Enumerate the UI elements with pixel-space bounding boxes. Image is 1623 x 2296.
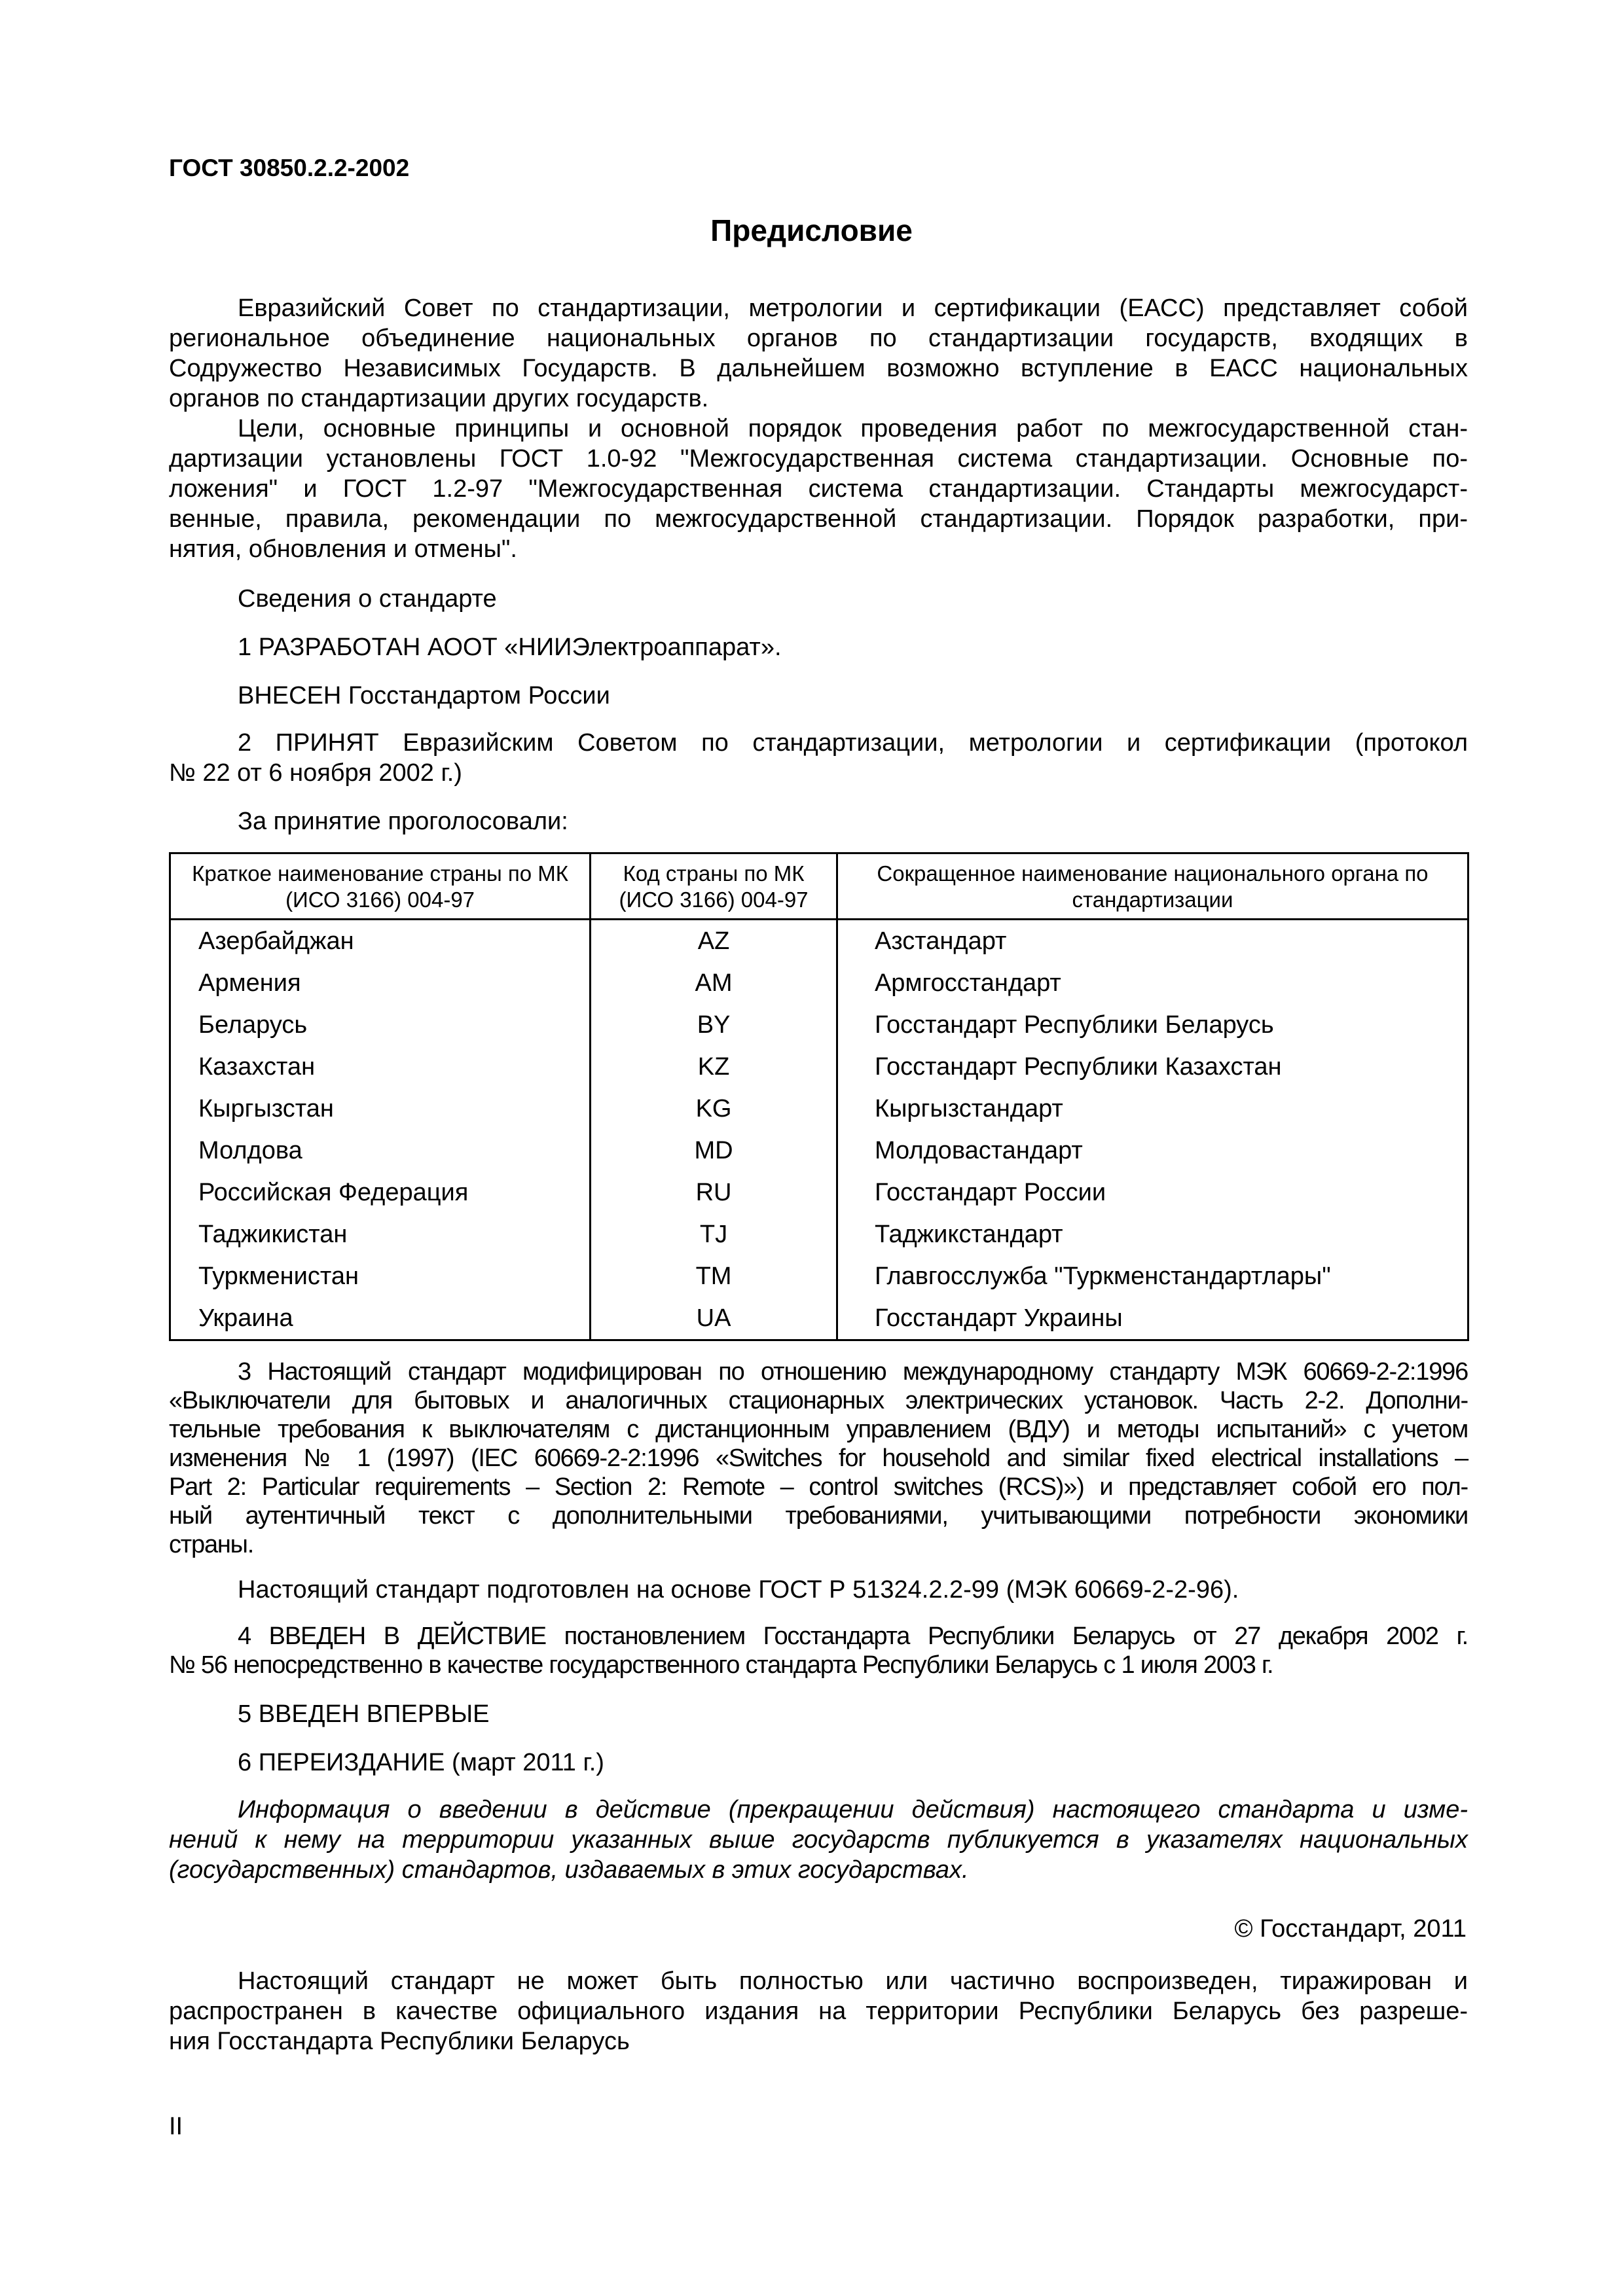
- item-3-modification: [169, 1357, 1468, 1559]
- country-code: BY: [591, 1004, 837, 1046]
- text-line: нений к нему на территории указанных выше государств публикуется в указателях национальных: [169, 1826, 1468, 1854]
- gost-code-header: ГОСТ 30850.2.2-2002: [169, 154, 410, 181]
- standards-body: Молдовастандарт: [837, 1130, 1468, 1172]
- text-line: ный аутентичный текст с дополнительными требованиями, учитывающими потребности экономики: [169, 1502, 1468, 1530]
- standards-body: Армгосстандарт: [837, 962, 1468, 1004]
- country-name: Таджикистан: [170, 1213, 591, 1255]
- text-line: региональное объединение национальных органов по стандартизации государств, входящих в: [169, 325, 1468, 352]
- standards-body: Госстандарт Республики Беларусь: [837, 1004, 1468, 1046]
- header-country-name: Краткое наименование страны по МК (ИСО 3166) 004-97: [170, 853, 591, 920]
- notice-italic: [169, 1795, 1468, 1885]
- country-code: AZ: [591, 920, 837, 963]
- text-line: Информация о введении в действие (прекращении действия) настоящего стандарта и изме-: [238, 1796, 1468, 1823]
- text-line: 4 ВВЕДЕН В ДЕЙСТВИЕ постановлением Госстандарта Республики Беларусь от 27 декабря 2002 г.: [238, 1623, 1468, 1650]
- table-header-row: [170, 853, 1468, 920]
- item-3-basis: Настоящий стандарт подготовлен на основе ГОСТ Р 51324.2.2-99 (МЭК 60669-2-2-96).: [238, 1576, 1239, 1604]
- table-row: [170, 1172, 1468, 1213]
- standards-body: Азстандарт: [837, 920, 1468, 963]
- voting-countries-table: [169, 852, 1469, 1341]
- text-line: Настоящий стандарт не может быть полностью или частично воспроизведен, тиражирован и: [238, 1967, 1468, 1995]
- country-code: KZ: [591, 1046, 837, 1088]
- country-code: RU: [591, 1172, 837, 1213]
- text-line: нятия, обновления и отмены".: [169, 535, 517, 563]
- country-name: Туркменистан: [170, 1255, 591, 1297]
- text-line: 3 Настоящий стандарт модифицирован по отношению международному стандарту МЭК 60669-2-2:1996: [238, 1358, 1468, 1386]
- table-row: [170, 1046, 1468, 1088]
- table-row: [170, 1213, 1468, 1255]
- standards-body: Госстандарт Украины: [837, 1297, 1468, 1340]
- country-name: Украина: [170, 1297, 591, 1340]
- text-line: 2 ПРИНЯТ Евразийским Советом по стандартизации, метрологии и сертификации (протокол: [238, 729, 1468, 757]
- text-line: распространен в качестве официального издания на территории Республики Беларусь без разреше-: [169, 1998, 1468, 2025]
- country-code: MD: [591, 1130, 837, 1172]
- text-line: № 56 непосредственно в качестве государственного стандарта Республики Беларусь с 1 июля 2003 г.: [169, 1651, 1273, 1679]
- voted-heading: За принятие проголосовали:: [238, 808, 568, 835]
- country-code: TJ: [591, 1213, 837, 1255]
- text-line: № 22 от 6 ноября 2002 г.): [169, 759, 462, 787]
- text-line: венные, правила, рекомендации по межгосударственной стандартизации. Порядок разработки, при-: [169, 505, 1468, 533]
- table-row: [170, 1297, 1468, 1340]
- item-6-reissue: 6 ПЕРЕИЗДАНИЕ (март 2011 г.): [238, 1749, 604, 1776]
- item-1-submitted: ВНЕСЕН Госстандартом России: [238, 682, 610, 709]
- intro-paragraph-2: [169, 414, 1468, 564]
- text-line: Евразийский Совет по стандартизации, метрологии и сертификации (ЕАСС) представляет собой: [238, 295, 1468, 322]
- country-name: Армения: [170, 962, 591, 1004]
- text-line: тельные требования к выключателям с дистанционным управлением (ВДУ) и методы испытаний» с учетом: [169, 1416, 1468, 1443]
- table-row: [170, 1255, 1468, 1297]
- page-number: II: [169, 2113, 183, 2140]
- item-5-first-introduced: 5 ВВЕДЕН ВПЕРВЫЕ: [238, 1700, 490, 1728]
- intro-paragraph-1: [169, 293, 1468, 414]
- country-code: TM: [591, 1255, 837, 1297]
- table-row: [170, 920, 1468, 963]
- table-row: [170, 1088, 1468, 1130]
- item-2-adopted: [169, 728, 1468, 788]
- table-row: [170, 1130, 1468, 1172]
- table-row: [170, 962, 1468, 1004]
- country-code: KG: [591, 1088, 837, 1130]
- standards-body: Кыргызстандарт: [837, 1088, 1468, 1130]
- standards-body: Главгосслужба "Туркменстандартлары": [837, 1255, 1468, 1297]
- table-row: [170, 1004, 1468, 1046]
- country-name: Казахстан: [170, 1046, 591, 1088]
- country-name: Российская Федерация: [170, 1172, 591, 1213]
- standards-body: Госстандарт России: [837, 1172, 1468, 1213]
- text-line: ния Госстандарта Республики Беларусь: [169, 2028, 630, 2055]
- reproduction-notice: [169, 1966, 1468, 2056]
- text-line: Цели, основные принципы и основной порядок проведения работ по межгосударственной стан-: [238, 415, 1468, 442]
- country-name: Беларусь: [170, 1004, 591, 1046]
- standards-body: Госстандарт Республики Казахстан: [837, 1046, 1468, 1088]
- text-line: дартизации установлены ГОСТ 1.0-92 "Межгосударственная система стандартизации. Основные по-: [169, 445, 1468, 473]
- country-name: Азербайджан: [170, 920, 591, 963]
- text-line: Содружество Независимых Государств. В дальнейшем возможно вступление в ЕАСС национальных: [169, 355, 1468, 382]
- header-country-code: Код страны по МК (ИСО 3166) 004-97: [591, 853, 837, 920]
- copyright: © Госстандарт, 2011: [1234, 1915, 1467, 1943]
- text-line: страны.: [169, 1531, 254, 1558]
- item-1-developed: 1 РАЗРАБОТАН АООТ «НИИЭлектроаппарат».: [238, 634, 782, 661]
- text-line: Part 2: Particular requirements – Section 2: Remote – control switches (RCS)») и представляет собой его пол-: [169, 1473, 1468, 1501]
- text-line: ложения" и ГОСТ 1.2-97 "Межгосударственная система стандартизации. Стандарты межгосударст-: [169, 475, 1468, 503]
- item-4-enacted: [169, 1622, 1468, 1679]
- text-line: «Выключатели для бытовых и аналогичных стационарных электрических установок. Часть 2-2. Дополни-: [169, 1387, 1468, 1414]
- standards-body: Таджикстандарт: [837, 1213, 1468, 1255]
- text-line: органов по стандартизации других государств.: [169, 385, 709, 412]
- text-line: (государственных) стандартов, издаваемых в этих государствах.: [169, 1856, 969, 1884]
- country-name: Молдова: [170, 1130, 591, 1172]
- header-standards-body: Сокращенное наименование национального органа по стандартизации: [837, 853, 1468, 920]
- country-code: UA: [591, 1297, 837, 1340]
- text-line: изменения № 1 (1997) (IEC 60669-2-2:1996 «Switches for household and similar fixed electrical installations –: [169, 1444, 1468, 1472]
- country-code: AM: [591, 962, 837, 1004]
- country-name: Кыргызстан: [170, 1088, 591, 1130]
- page-title: Предисловие: [710, 213, 913, 247]
- standard-info-heading: Сведения о стандарте: [238, 585, 497, 613]
